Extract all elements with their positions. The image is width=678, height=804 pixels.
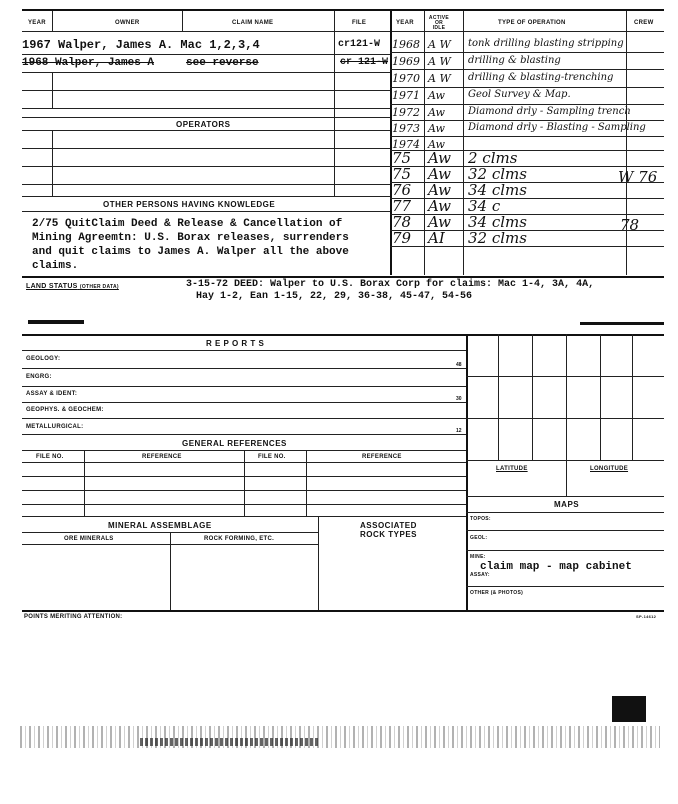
refs-col-file-2: FILE NO.	[258, 454, 286, 460]
latitude-label: LATITUDE	[496, 466, 528, 472]
log-year: 75	[392, 165, 412, 183]
log-operation: tonk drilling blasting stripping	[468, 38, 624, 49]
others-rule	[22, 196, 390, 197]
owner-row-2: 1968 Walper, James A	[22, 57, 155, 69]
header-crew: CREW	[634, 20, 654, 26]
vline	[566, 460, 567, 496]
log-operation: Diamond drly - Sampling trench	[468, 106, 631, 117]
reports-assay: ASSAY & IDENT:	[26, 391, 78, 397]
log-status: A W	[428, 38, 451, 51]
vline	[52, 11, 53, 31]
vline	[52, 130, 53, 196]
header-type-operation: TYPE OF OPERATION	[498, 20, 566, 26]
vline	[334, 11, 335, 196]
log-rule	[390, 52, 664, 53]
row-rule	[466, 530, 664, 531]
reports-geophys: GEOPHYS. & GEOCHEM:	[26, 407, 104, 413]
operators-label: OPERATORS	[176, 120, 231, 129]
log-rule	[390, 120, 664, 121]
refs-col-file-1: FILE NO.	[36, 454, 64, 460]
log-year: 79	[392, 229, 412, 247]
vline	[182, 11, 183, 31]
scan-noise-band	[20, 726, 660, 748]
log-operation: 34 clms	[468, 213, 527, 231]
log-status: AI	[428, 229, 445, 247]
vline	[498, 334, 499, 460]
log-status: Aw	[428, 106, 445, 119]
vline	[318, 516, 319, 610]
bottom-rule	[22, 610, 664, 612]
others-line-2: Mining Agreemtn: U.S. Borax releases, surrenders	[32, 232, 349, 244]
row-rule	[466, 586, 664, 587]
log-operation: drilling & blasting-trenching	[468, 72, 614, 83]
header-rule	[22, 31, 664, 32]
log-status: A W	[428, 72, 451, 85]
maps-other: OTHER (& PHOTOS)	[470, 590, 524, 596]
others-label: OTHER PERSONS HAVING KNOWLEDGE	[103, 200, 276, 209]
mineral-rule	[22, 516, 466, 517]
vline	[600, 334, 601, 460]
log-operation: 32 clms	[468, 229, 527, 247]
log-operation: 2 clms	[468, 149, 518, 167]
log-year: 75	[392, 149, 412, 167]
scan-mark	[580, 322, 664, 325]
refs-col-ref-2: REFERENCE	[362, 454, 402, 460]
log-operation: Diamond drly - Blasting - Sampling	[468, 122, 646, 133]
scan-blot	[612, 696, 646, 722]
log-status: Aw	[428, 197, 451, 215]
mineral-assoc-line2: ROCK TYPES	[360, 530, 418, 539]
row-rule	[22, 350, 466, 351]
log-year: 77	[392, 197, 412, 215]
log-status: A W	[428, 55, 451, 68]
vline	[244, 450, 245, 516]
reports-engrg: ENGRG:	[26, 374, 52, 380]
header-file: FILE	[352, 20, 367, 26]
log-operation: 34 clms	[468, 181, 527, 199]
log-year: 1968	[392, 38, 420, 51]
vline	[626, 11, 627, 275]
log-status: Aw	[428, 149, 451, 167]
row-rule	[22, 184, 390, 185]
log-year: 78	[392, 213, 412, 231]
row-rule	[466, 460, 664, 461]
log-status: Aw	[428, 89, 445, 102]
log-status: Aw	[428, 138, 445, 151]
maps-geol: GEOL:	[470, 535, 488, 541]
reports-top-rule	[22, 334, 664, 336]
row-rule	[22, 148, 390, 149]
log-year: 1969	[392, 55, 420, 68]
log-crew: W 76	[618, 168, 658, 186]
maps-title: MAPS	[554, 500, 580, 509]
log-status: Aw	[428, 165, 451, 183]
vline	[84, 450, 85, 516]
log-operation: Geol Survey & Map.	[468, 89, 571, 100]
header-year: YEAR	[28, 20, 46, 26]
row-rule	[22, 402, 466, 403]
reports-num: 48	[456, 362, 462, 368]
log-year: 1972	[392, 106, 420, 119]
row-rule	[466, 512, 664, 513]
general-refs-title: GENERAL REFERENCES	[182, 439, 287, 448]
header-claim-name: CLAIM NAME	[232, 20, 274, 26]
reports-title: R E P O R T S	[206, 339, 265, 348]
maps-topos: TOPOS:	[470, 516, 491, 522]
log-operation: 32 clms	[468, 165, 527, 183]
header-active-idle: ACTIVE OR IDLE	[428, 15, 450, 31]
log-rule	[390, 104, 664, 105]
land-status-rule	[22, 276, 664, 278]
row-rule	[466, 376, 664, 377]
reports-num: 12	[456, 428, 462, 434]
owner-row-1: 1967 Walper, James A. Mac 1,2,3,4	[22, 38, 260, 52]
form-number: SP-14612	[636, 614, 657, 619]
owner-row-2-file: cr 121-W	[340, 57, 389, 68]
row-rule	[22, 90, 390, 91]
longitude-label: LONGITUDE	[590, 466, 629, 472]
maps-mine-value: claim map - map cabinet	[480, 561, 632, 573]
row-rule	[22, 368, 466, 369]
vline	[52, 72, 53, 108]
log-status: Aw	[428, 181, 451, 199]
mineral-ore: ORE MINERALS	[64, 536, 114, 542]
log-year: 1974	[392, 138, 420, 151]
land-status-line-1: 3-15-72 DEED: Walper to U.S. Borax Corp for claims: Mac 1-4, 3A, 4A,	[186, 279, 595, 290]
points-meriting: POINTS MERITING ATTENTION:	[24, 614, 123, 620]
log-crew: 78	[620, 216, 640, 234]
vline	[424, 11, 425, 275]
reports-geology: GEOLOGY:	[26, 356, 61, 362]
row-rule	[22, 418, 466, 419]
log-year: 1971	[392, 89, 420, 102]
maps-assay: ASSAY:	[470, 572, 490, 578]
owner-row-1-file: cr121-W	[338, 39, 381, 50]
reports-metallurgical: METALLURGICAL:	[26, 424, 84, 430]
log-rule	[390, 69, 664, 70]
others-line-1: 2/75 QuitClaim Deed & Release & Cancellation of	[32, 218, 343, 230]
vline	[532, 334, 533, 460]
scan-noise-dark	[140, 738, 320, 746]
vline	[170, 532, 171, 610]
row-rule	[22, 72, 390, 73]
owner-row-2-claim: see reverse	[186, 57, 259, 69]
row-rule	[22, 166, 390, 167]
header-year2: YEAR	[396, 20, 414, 26]
row-rule	[22, 211, 390, 212]
log-rule	[390, 87, 664, 88]
land-status-line-2: Hay 1-2, Ean 1-15, 22, 29, 36-38, 45-47, 54-56	[196, 291, 473, 302]
log-year: 1973	[392, 122, 420, 135]
others-line-4: claims.	[32, 260, 79, 272]
maps-mine: MINE:	[470, 554, 486, 560]
row-rule	[22, 386, 466, 387]
row-rule	[22, 434, 466, 435]
log-year: 1970	[392, 72, 420, 85]
operators-rule	[22, 117, 390, 118]
mineral-title: MINERAL ASSEMBLAGE	[108, 521, 212, 530]
top-border	[22, 9, 664, 11]
scan-mark	[28, 320, 84, 324]
log-rule	[390, 136, 664, 137]
mineral-rock: ROCK FORMING, ETC.	[204, 536, 275, 542]
log-year: 76	[392, 181, 412, 199]
log-status: Aw	[428, 213, 451, 231]
log-status: Aw	[428, 122, 445, 135]
log-operation: drilling & blasting	[468, 55, 561, 66]
row-rule	[22, 54, 390, 55]
vline	[306, 450, 307, 516]
vline	[632, 334, 633, 460]
vline	[463, 11, 464, 275]
vline	[566, 334, 567, 460]
header-owner: OWNER	[115, 20, 140, 26]
row-rule	[22, 108, 390, 109]
row-rule	[466, 496, 664, 497]
row-rule	[466, 550, 664, 551]
row-rule	[22, 130, 390, 131]
land-status-label: LAND STATUS (OTHER DATA)	[26, 283, 119, 290]
mineral-assoc-line1: ASSOCIATED	[360, 521, 417, 530]
log-operation: 34 c	[468, 197, 501, 215]
row-rule	[466, 418, 664, 419]
others-line-3: and quit claims to James A. Walper all the above	[32, 246, 349, 258]
reports-num: 30	[456, 396, 462, 402]
refs-col-ref-1: REFERENCE	[142, 454, 182, 460]
